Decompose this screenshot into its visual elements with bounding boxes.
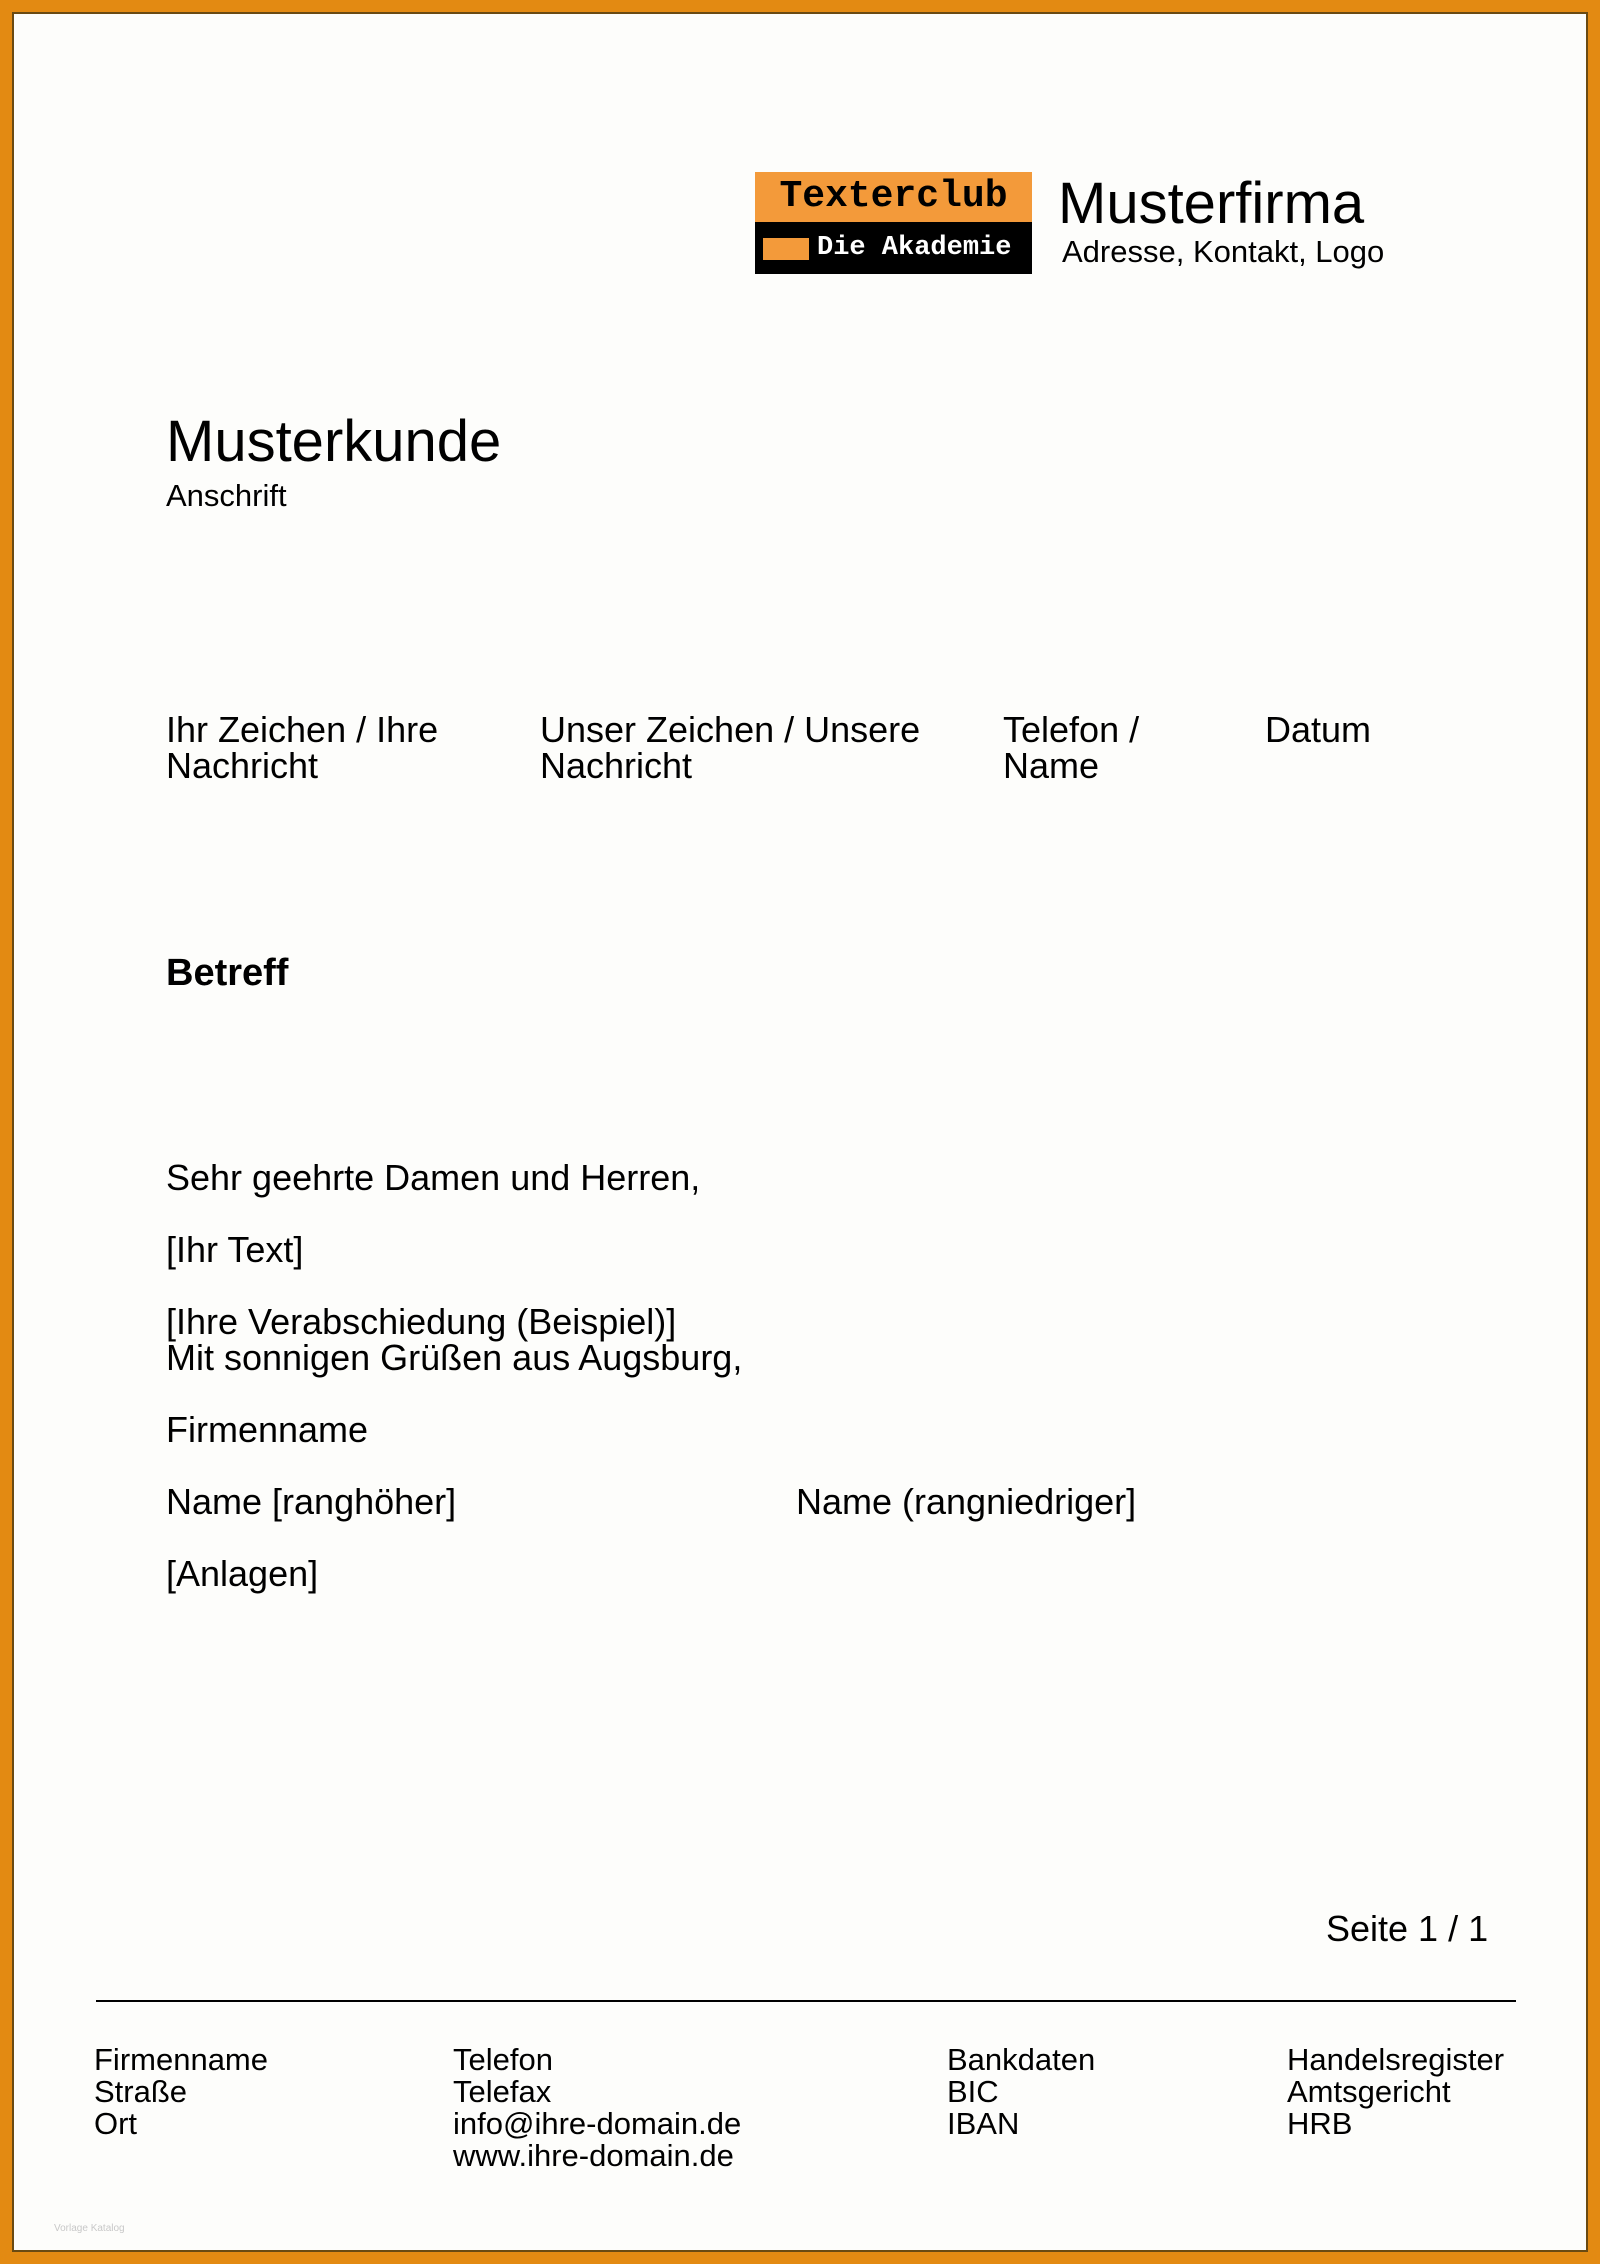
closing-line: Mit sonnigen Grüßen aus Augsburg, (166, 1337, 743, 1378)
logo-title: Texterclub (755, 172, 1032, 222)
watermark: Vorlage Katalog (54, 2223, 125, 2234)
footer-court: Amtsgericht (1287, 2074, 1451, 2109)
footer-website: www.ihre-domain.de (453, 2138, 734, 2173)
footer-street: Straße (94, 2074, 188, 2109)
texterclub-logo (755, 172, 1032, 274)
signature-firm: Firmenname (166, 1409, 369, 1450)
footer-company-column (94, 2044, 268, 2140)
attachments-note: [Anlagen] (166, 1553, 319, 1594)
customer-address: Anschrift (166, 478, 287, 513)
signature-name-junior: Name (rangniedriger] (796, 1481, 1137, 1522)
footer-fax: Telefax (453, 2074, 552, 2109)
footer-bank-data: Bankdaten (947, 2042, 1096, 2077)
footer-hrb: HRB (1287, 2106, 1353, 2141)
footer-bank-column (947, 2044, 1095, 2140)
footer-phone: Telefon (453, 2042, 553, 2077)
salutation: Sehr geehrte Damen und Herren, (166, 1157, 701, 1198)
closing-placeholder: [Ihre Verabschiedung (Beispiel)] (166, 1301, 677, 1342)
reference-date: Datum (1265, 709, 1372, 750)
footer-register-column (1287, 2044, 1504, 2140)
company-name: Musterfirma (1058, 171, 1365, 236)
body-text-placeholder: [Ihr Text] (166, 1229, 304, 1270)
page-number: Seite 1 / 1 (1326, 1908, 1489, 1949)
footer-company-name: Firmenname (94, 2042, 268, 2077)
reference-phone-name: Telefon / Name (1003, 709, 1140, 786)
letter-page (12, 12, 1588, 2252)
footer-contact-column (453, 2044, 741, 2172)
logo-orange-bar (763, 238, 809, 260)
footer-bic: BIC (947, 2074, 999, 2109)
footer-divider (96, 2000, 1516, 2002)
footer-city: Ort (94, 2106, 138, 2141)
footer-iban: IBAN (947, 2106, 1020, 2141)
footer-trade-register: Handelsregister (1287, 2042, 1505, 2077)
logo-subtitle: Die Akademie (817, 233, 1012, 263)
company-subtitle: Adresse, Kontakt, Logo (1062, 234, 1385, 269)
footer-email: info@ihre-domain.de (453, 2106, 742, 2141)
signature-name-senior: Name [ranghöher] (166, 1481, 457, 1522)
customer-name: Musterkunde (166, 409, 502, 474)
reference-our-sign: Unser Zeichen / Unsere Nachricht (540, 709, 921, 786)
reference-your-sign: Ihr Zeichen / Ihre Nachricht (166, 709, 439, 786)
subject-line: Betreff (166, 952, 289, 994)
